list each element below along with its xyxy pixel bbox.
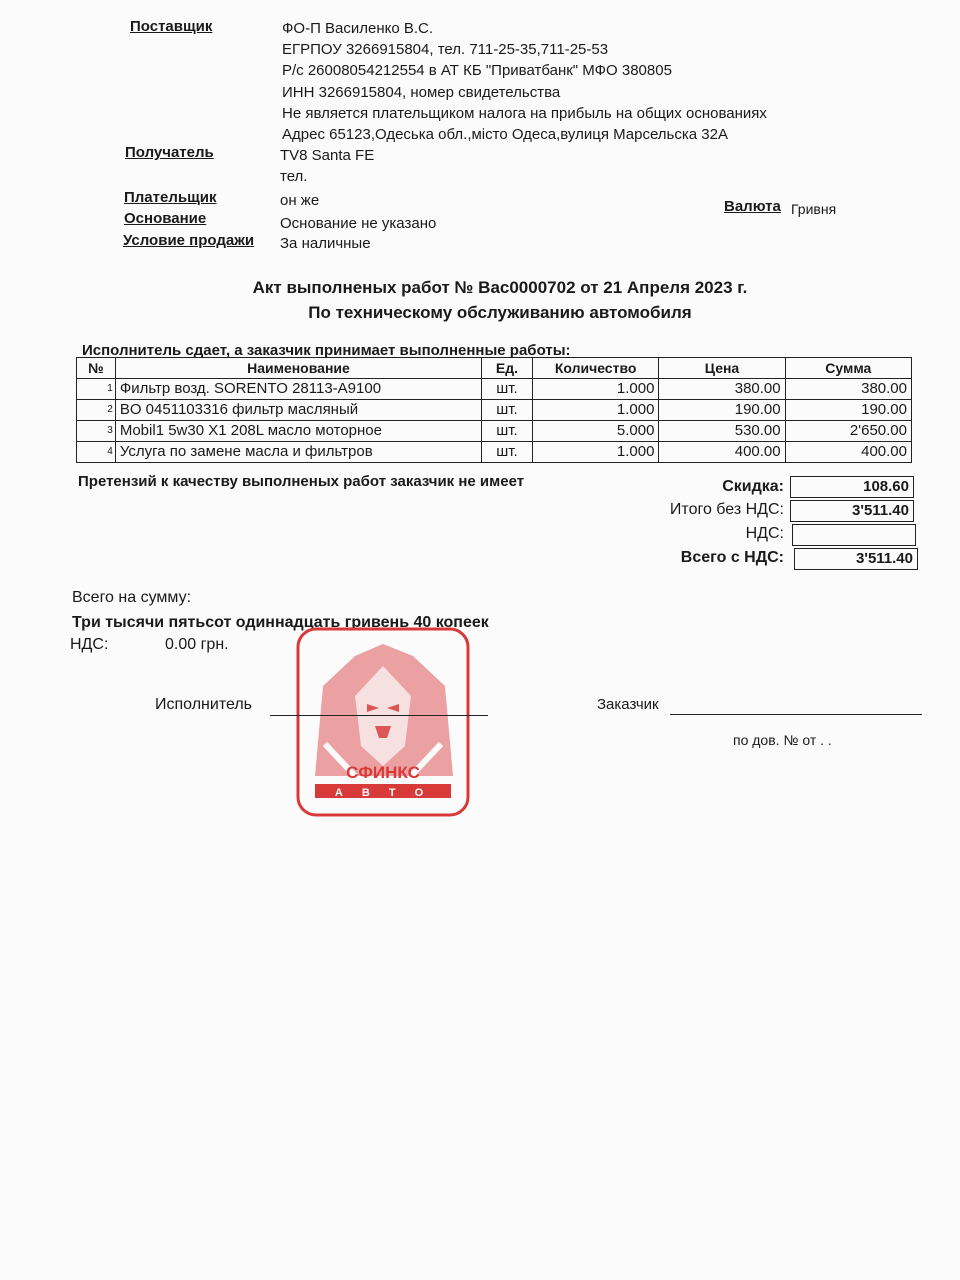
sum-in-words: Три тысячи пятьсот одиннадцать гривень 40 копеек	[72, 614, 489, 631]
gross-total-value: 3'511.40	[794, 548, 918, 570]
row-price: 400.00	[659, 442, 785, 463]
row-no: 1	[77, 379, 116, 400]
supplier-line: Не является плательщиком налога на прибыль на общих основаниях	[282, 105, 767, 122]
contract-reference: по дов. № от . .	[733, 732, 832, 748]
col-no-header: №	[77, 358, 116, 379]
vat-line-value: 0.00 грн.	[165, 636, 229, 653]
payer-value: он же	[280, 192, 320, 209]
discount-value: 108.60	[790, 476, 914, 498]
executor-label: Исполнитель	[155, 696, 253, 713]
stamp-name: СФИНКС	[346, 763, 420, 782]
vat-total-label: НДС:	[745, 525, 784, 542]
supplier-line: Р/с 26008054212554 в АТ КБ "Приватбанк" МФО 380805	[282, 62, 672, 79]
row-unit: шт.	[482, 400, 533, 421]
row-price: 530.00	[659, 421, 785, 442]
table-row	[77, 421, 912, 442]
row-sum: 2'650.00	[785, 421, 911, 442]
row-name: Mobil1 5w30 X1 208L масло моторное	[115, 421, 481, 442]
customer-label: Заказчик	[597, 696, 659, 713]
intro-text: Исполнитель сдает, а заказчик принимает выполненные работы:	[82, 342, 571, 359]
row-qty: 1.000	[532, 400, 659, 421]
row-unit: шт.	[482, 421, 533, 442]
row-no: 3	[77, 421, 116, 442]
col-qty-header: Количество	[532, 358, 659, 379]
net-total-value: 3'511.40	[790, 500, 914, 522]
row-no: 4	[77, 442, 116, 463]
discount-label: Скидка:	[722, 478, 784, 495]
row-name: BO 0451103316 фильтр масляный	[115, 400, 481, 421]
terms-label: Условие продажи	[123, 232, 255, 249]
supplier-line: ФО-П Василенко В.С.	[282, 20, 434, 37]
row-unit: шт.	[482, 442, 533, 463]
claims-text: Претензий к качеству выполненых работ заказчик не имеет	[78, 473, 525, 490]
currency-value: Гривня	[791, 201, 837, 217]
stamp-sub: А В Т О	[334, 787, 432, 799]
row-qty: 5.000	[532, 421, 659, 442]
gross-total-label: Всего с НДС:	[680, 549, 784, 566]
row-price: 380.00	[659, 379, 785, 400]
row-qty: 1.000	[532, 379, 659, 400]
row-sum: 190.00	[785, 400, 911, 421]
recipient-line: TV8 Santa FE	[280, 147, 375, 164]
table-row	[77, 379, 912, 400]
col-price-header: Цена	[659, 358, 785, 379]
terms-value: За наличные	[280, 235, 371, 252]
net-total-label: Итого без НДС:	[669, 501, 784, 518]
supplier-line: Адрес 65123,Одеська обл.,місто Одеса,вулиця Марсельска 32А	[282, 126, 728, 143]
company-stamp	[295, 626, 471, 818]
vat-total-value	[792, 524, 916, 546]
table-row	[77, 442, 912, 463]
row-price: 190.00	[659, 400, 785, 421]
row-qty: 1.000	[532, 442, 659, 463]
row-name: Услуга по замене масла и фильтров	[115, 442, 481, 463]
document-subtitle: По техническому обслуживанию автомобиля	[308, 303, 692, 322]
row-sum: 380.00	[785, 379, 911, 400]
supplier-label: Поставщик	[130, 18, 213, 35]
items-table	[76, 357, 912, 463]
col-sum-header: Сумма	[785, 358, 911, 379]
payer-label: Плательщик	[124, 189, 217, 206]
supplier-line: ЕГРПОУ 3266915804, тел. 711-25-35,711-25-53	[282, 41, 609, 58]
col-unit-header: Ед.	[482, 358, 533, 379]
row-no: 2	[77, 400, 116, 421]
document-title: Акт выполненых работ № Вас0000702 от 21 Апреля 2023 г.	[252, 278, 748, 297]
currency-label: Валюта	[724, 198, 781, 215]
row-sum: 400.00	[785, 442, 911, 463]
recipient-line: тел.	[280, 168, 308, 185]
table-header-row	[77, 358, 912, 379]
executor-signature-line	[270, 714, 488, 716]
vat-line-label: НДС:	[70, 636, 109, 653]
sum-label: Всего на сумму:	[72, 589, 192, 606]
customer-signature-line	[670, 713, 922, 715]
col-name-header: Наименование	[115, 358, 481, 379]
basis-label: Основание	[124, 210, 207, 227]
basis-value: Основание не указано	[280, 215, 437, 232]
row-name: Фильтр возд. SORENTO 28113-А9100	[115, 379, 481, 400]
table-row	[77, 400, 912, 421]
supplier-line: ИНН 3266915804, номер свидетельства	[282, 84, 561, 101]
row-unit: шт.	[482, 379, 533, 400]
recipient-label: Получатель	[125, 144, 214, 161]
